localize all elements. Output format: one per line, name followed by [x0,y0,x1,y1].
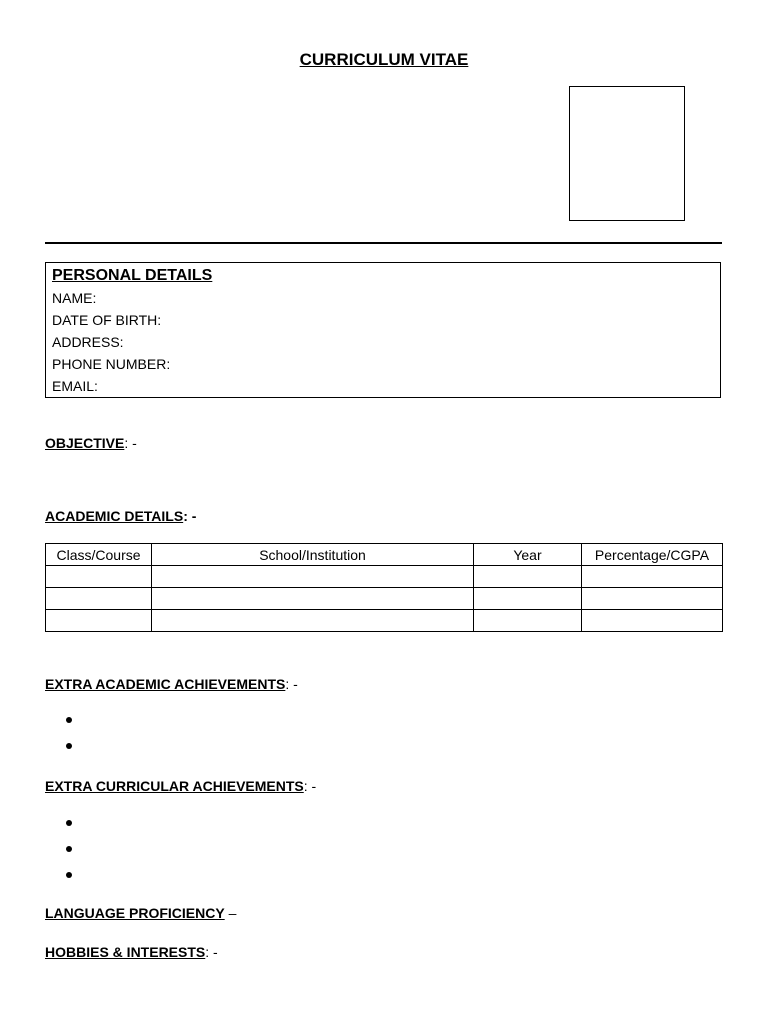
extra-curricular-section [45,776,316,796]
hobbies-suffix: : - [205,944,218,960]
personal-details-box [45,262,721,398]
objective-section [45,433,137,453]
academic-suffix: : - [183,508,197,524]
table-cell[interactable] [474,588,582,610]
table-cell[interactable] [582,610,723,632]
objective-suffix: : - [124,435,137,451]
table-cell[interactable] [152,610,474,632]
dob-field-label: DATE OF BIRTH: [52,312,162,328]
language-heading: LANGUAGE PROFICIENCY [45,905,225,921]
academic-section [45,506,196,526]
address-field-label: ADDRESS: [52,334,124,350]
objective-heading: OBJECTIVE [45,435,125,451]
language-suffix: – [224,905,237,921]
table-row [46,610,723,632]
list-item [62,707,72,733]
column-header-percentage: Percentage/CGPA [582,544,723,566]
column-header-school: School/Institution [152,544,474,566]
email-field-label: EMAIL: [52,378,98,394]
extra-curricular-suffix: : - [303,778,317,794]
personal-details-heading: PERSONAL DETAILS [52,267,213,284]
extra-academic-section [45,674,298,694]
table-cell[interactable] [582,566,723,588]
list-item [62,733,72,759]
phone-field-label: PHONE NUMBER: [52,356,171,372]
list-item [62,810,72,836]
extra-academic-list [62,707,72,759]
academic-heading: ACADEMIC DETAILS [45,508,184,524]
hobbies-section [45,942,218,962]
table-cell[interactable] [474,610,582,632]
extra-academic-suffix: : - [285,676,298,692]
table-header-row [46,544,723,566]
table-row [46,566,723,588]
table-row [46,588,723,610]
table-cell[interactable] [152,588,474,610]
academic-table [45,543,723,632]
list-item [62,862,72,888]
document-title: CURRICULUM VITAE [299,50,469,69]
bullet-icon [66,820,72,826]
name-field-label: NAME: [52,290,97,306]
bullet-icon [66,743,72,749]
list-item [62,836,72,862]
bullet-icon [66,872,72,878]
table-cell[interactable] [474,566,582,588]
extra-curricular-list [62,810,72,888]
table-cell[interactable] [582,588,723,610]
photo-placeholder [569,86,685,221]
extra-curricular-heading: EXTRA CURRICULAR ACHIEVEMENTS [45,778,304,794]
column-header-year: Year [474,544,582,566]
extra-academic-heading: EXTRA ACADEMIC ACHIEVEMENTS [45,676,286,692]
column-header-class: Class/Course [46,544,152,566]
language-section [45,903,236,923]
bullet-icon [66,717,72,723]
header-divider [45,242,722,244]
bullet-icon [66,846,72,852]
table-cell[interactable] [46,610,152,632]
table-cell[interactable] [46,566,152,588]
table-cell[interactable] [152,566,474,588]
hobbies-heading: HOBBIES & INTERESTS [45,944,206,960]
table-cell[interactable] [46,588,152,610]
